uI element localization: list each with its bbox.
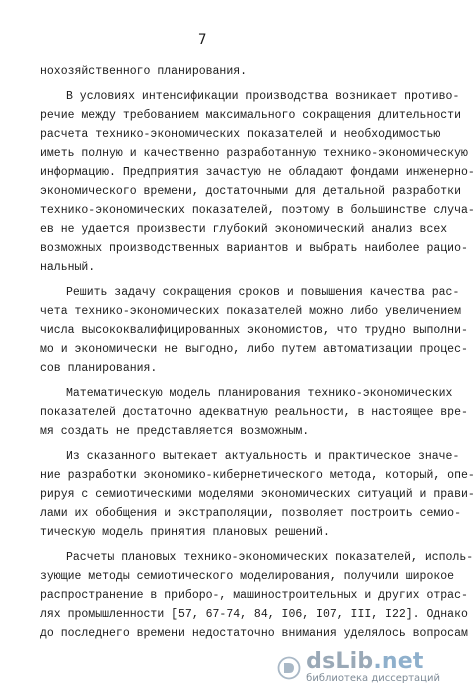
text-line: мо и экономически не выгодно, либо путем автоматизации процес- <box>40 343 468 356</box>
watermark-subtitle: библиотека диссертаций <box>306 673 440 684</box>
text-line: Математическую модель планирования технико-экономических <box>66 387 453 400</box>
paragraph <box>40 62 430 81</box>
text-line: нальный. <box>40 261 96 274</box>
watermark-logo-main: dsLib <box>306 649 374 674</box>
text-line: иметь полную и качественно разработанную технико-экономическую <box>40 147 468 160</box>
watermark-logo <box>306 651 423 673</box>
text-line: Расчеты плановых технико-экономических показателей, исполь- <box>66 551 474 564</box>
page-number: 7 <box>198 32 207 48</box>
text-line: В условиях интенсификации производства возникает противо- <box>66 90 460 103</box>
paragraph <box>40 548 474 643</box>
text-line: возможных производственных вариантов и выбрать наиболее рацио- <box>40 242 468 255</box>
text-line: до последнего времени недостаточно внимания уделялось вопросам <box>40 627 468 640</box>
body-text <box>40 62 475 643</box>
paragraph <box>40 384 468 441</box>
text-line: числа высококвалифицированных экономистов, что трудно выполни- <box>40 324 468 337</box>
text-line: технико-экономических показателей, поэтому в большинстве случа- <box>40 204 475 217</box>
text-line: рируя с семиотическими моделями экономических ситуаций и прави- <box>40 488 475 501</box>
text-line: зующие методы семиотического моделирования, получили широкое <box>40 570 455 583</box>
paragraph <box>40 87 475 277</box>
text-line: лами их обобщения и экстраполяции, позволяет построить семио- <box>40 507 461 520</box>
text-line: показателей достаточно адекватную реальности, в настоящее вре- <box>40 406 468 419</box>
text-line: распространение в приборо-, машиностроительных и других отрас- <box>40 589 468 602</box>
text-line: лях промышленности [57, 67-74, 84, I06, I07, III, I22]. Однако <box>40 608 468 621</box>
text-line: нохозяйственного планирования. <box>40 65 248 78</box>
text-line: информацию. Предприятия зачастую не обладают фондами инженерно- <box>40 166 475 179</box>
paragraph <box>40 447 475 542</box>
text-line: Решить задачу сокращения сроков и повышения качества рас- <box>66 286 460 299</box>
text-line: ние разработки экономико-кибернетического метода, который, опе- <box>40 469 475 482</box>
text-line: ев не удается произвести глубокий экономический анализ всех <box>40 223 448 236</box>
dslib-logo-icon <box>277 656 301 680</box>
text-line: чета технико-экономических показателей можно либо увеличением <box>40 305 461 318</box>
text-line: расчета технико-экономических показателей и необходимостью <box>40 128 441 141</box>
watermark-logo-domain: .net <box>373 649 424 674</box>
text-line: Из сказанного вытекает актуальность и практическое значе- <box>66 450 460 463</box>
watermark <box>277 651 440 685</box>
text-line: экономического времени, достаточными для детальной разработки <box>40 185 461 198</box>
text-line: мя создать не представляется возможным. <box>40 425 310 438</box>
text-line: сов планирования. <box>40 362 158 375</box>
text-line: речие между требованием максимального сокращения длительности <box>40 109 461 122</box>
paragraph <box>40 283 468 378</box>
text-line: тическую модель принятия плановых решений. <box>40 526 330 539</box>
